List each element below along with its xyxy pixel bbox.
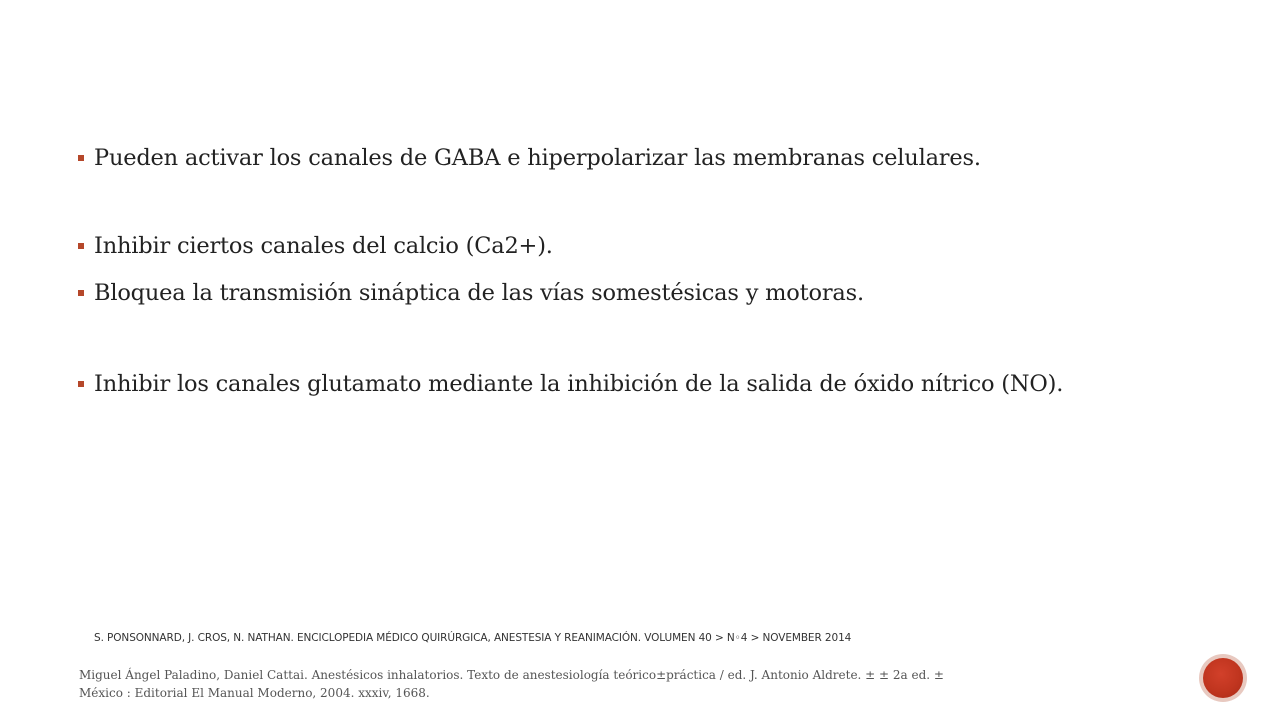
square-bullet-icon	[78, 155, 84, 161]
bullet-item	[78, 231, 553, 261]
bullet-item	[78, 143, 981, 173]
bullet-item	[78, 369, 1063, 399]
bullet-list	[78, 0, 1238, 600]
bullet-text: Inhibir ciertos canales del calcio (Ca2+).	[94, 233, 553, 259]
reference-primary: S. PONSONNARD, J. CROS, N. NATHAN. ENCICLOPEDIA MÉDICO QUIRÚRGICA, ANESTESIA Y REANIMACIÓN. VOLUMEN 40 > N◦4 > NOVEMBER 2014	[94, 632, 852, 644]
square-bullet-icon	[78, 290, 84, 296]
square-bullet-icon	[78, 243, 84, 249]
reference-line: México : Editorial El Manual Moderno, 2004. xxxiv, 1668.	[79, 686, 430, 700]
bullet-text: Pueden activar los canales de GABA e hiperpolarizar las membranas celulares.	[94, 145, 981, 171]
square-bullet-icon	[78, 381, 84, 387]
decorative-circle-inner	[1203, 658, 1243, 698]
bullet-text: Bloquea la transmisión sináptica de las vías somestésicas y motoras.	[94, 280, 864, 306]
decorative-circle-icon	[1199, 654, 1247, 702]
reference-line: Miguel Ángel Paladino, Daniel Cattai. Anestésicos inhalatorios. Texto de anestesiología teórico±práctica / ed. J. Antonio Aldrete. ± ± 2a ed. ±	[79, 668, 944, 682]
reference-secondary	[79, 666, 1059, 702]
bullet-item	[78, 278, 864, 308]
bullet-text: Inhibir los canales glutamato mediante la inhibición de la salida de óxido nítrico (NO).	[94, 371, 1064, 397]
